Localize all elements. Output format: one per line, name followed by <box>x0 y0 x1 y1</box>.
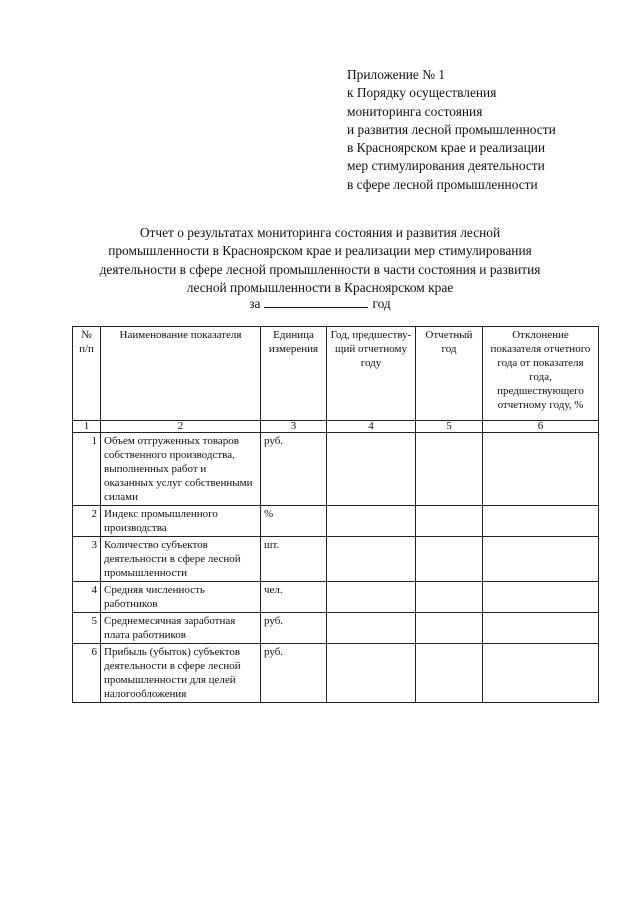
period-prefix: за <box>249 296 261 311</box>
row-indicator-name: Среднемесячная заработная плата работников <box>101 613 261 644</box>
column-number: 1 <box>73 421 101 433</box>
row-prev-year-value[interactable] <box>327 582 416 613</box>
row-indicator-name: Объем отгруженных товаров собственного производства, выполненных работ и оказанных услуг собственными силами <box>101 433 261 506</box>
row-indicator-name: Прибыль (убыток) субъектов деятельности в сфере лесной промышленности для целей налогообложения <box>101 644 261 703</box>
row-unit: руб. <box>261 644 327 703</box>
col-header-name: Наименование показателя <box>101 327 261 421</box>
report-title <box>60 224 580 297</box>
row-prev-year-value[interactable] <box>327 613 416 644</box>
row-unit: руб. <box>261 433 327 506</box>
row-prev-year-value[interactable] <box>327 433 416 506</box>
report-table <box>72 326 599 703</box>
row-deviation-value[interactable] <box>483 644 599 703</box>
col-header-unit: Единица измерения <box>261 327 327 421</box>
appendix-line: Приложение № 1 <box>347 67 446 82</box>
row-index: 3 <box>73 537 101 582</box>
row-report-year-value[interactable] <box>416 613 483 644</box>
appendix-line: и развития лесной промышленности <box>347 121 556 137</box>
row-prev-year-value[interactable] <box>327 506 416 537</box>
row-unit: руб. <box>261 613 327 644</box>
table-row <box>73 613 599 644</box>
period-blank-field[interactable] <box>264 295 368 308</box>
row-index: 2 <box>73 506 101 537</box>
row-prev-year-value[interactable] <box>327 644 416 703</box>
period-suffix: год <box>372 296 391 311</box>
appendix-line: мониторинга состояния <box>347 103 483 119</box>
column-number: 4 <box>327 421 416 433</box>
column-number-row <box>73 421 599 433</box>
col-header-report-year: Отчетный год <box>416 327 483 421</box>
row-prev-year-value[interactable] <box>327 537 416 582</box>
report-title-line: лесной промышленности в Красноярском крае <box>186 279 454 295</box>
appendix-block <box>347 66 617 194</box>
column-number: 6 <box>483 421 599 433</box>
row-report-year-value[interactable] <box>416 582 483 613</box>
column-number: 3 <box>261 421 327 433</box>
report-period <box>0 295 640 313</box>
row-unit: % <box>261 506 327 537</box>
row-report-year-value[interactable] <box>416 537 483 582</box>
report-title-line: промышленности в Красноярском крае и реализации мер стимулирования <box>108 243 532 259</box>
row-index: 1 <box>73 433 101 506</box>
table-row <box>73 433 599 506</box>
table-row <box>73 506 599 537</box>
col-header-prev-year: Год, предшеству-щий отчетному году <box>327 327 416 421</box>
column-number: 5 <box>416 421 483 433</box>
row-deviation-value[interactable] <box>483 433 599 506</box>
row-index: 5 <box>73 613 101 644</box>
col-header-index: № п/п <box>73 327 101 421</box>
header-row <box>73 327 599 421</box>
row-report-year-value[interactable] <box>416 433 483 506</box>
row-deviation-value[interactable] <box>483 506 599 537</box>
table-row <box>73 582 599 613</box>
appendix-line: к Порядку осуществления <box>347 85 497 101</box>
table-row <box>73 644 599 703</box>
report-title-line: деятельности в сфере лесной промышленности в части состояния и развития <box>99 261 541 277</box>
row-indicator-name: Индекс промышленного производства <box>101 506 261 537</box>
row-indicator-name: Количество субъектов деятельности в сфере лесной промышленности <box>101 537 261 582</box>
col-header-deviation: Отклонение показателя отчетного года от показателя года, предшествующего отчетному году, % <box>483 327 599 421</box>
row-report-year-value[interactable] <box>416 644 483 703</box>
appendix-line: в сфере лесной промышленности <box>347 176 538 192</box>
row-unit: чел. <box>261 582 327 613</box>
row-deviation-value[interactable] <box>483 613 599 644</box>
row-index: 4 <box>73 582 101 613</box>
appendix-line: мер стимулирования деятельности <box>347 158 545 174</box>
row-indicator-name: Средняя численность работников <box>101 582 261 613</box>
row-report-year-value[interactable] <box>416 506 483 537</box>
row-unit: шт. <box>261 537 327 582</box>
appendix-line: в Красноярском крае и реализации <box>347 140 546 156</box>
column-number: 2 <box>101 421 261 433</box>
table-row <box>73 537 599 582</box>
row-deviation-value[interactable] <box>483 582 599 613</box>
row-deviation-value[interactable] <box>483 537 599 582</box>
report-title-line: Отчет о результатах мониторинга состояния и развития лесной <box>139 225 501 240</box>
row-index: 6 <box>73 644 101 703</box>
